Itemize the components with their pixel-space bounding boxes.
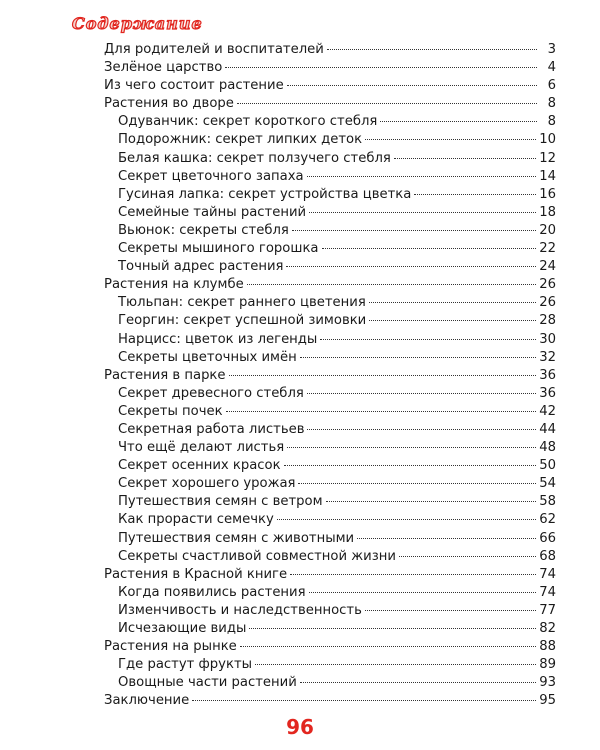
dot-leader [192, 700, 536, 701]
dot-leader [229, 375, 537, 376]
dot-leader [309, 212, 536, 213]
toc-entry-page: 32 [539, 349, 556, 365]
toc-subentry [104, 386, 556, 404]
toc-entry-title: Секреты счастливой совместной жизни [118, 548, 396, 564]
toc-entry-page: 14 [539, 168, 556, 184]
toc-entry-title: Гусиная лапка: секрет устройства цветка [118, 186, 412, 202]
toc-entry-title: Путешествия семян с ветром [118, 494, 323, 510]
toc-entry-page: 20 [539, 222, 556, 238]
toc-subentry [104, 313, 556, 331]
dot-leader [380, 121, 537, 122]
toc-subentry [104, 241, 556, 259]
toc-entry-page: 62 [539, 512, 556, 528]
dot-leader [369, 320, 536, 321]
toc-entry-title: Исчезающие виды [118, 621, 247, 636]
dot-leader [326, 501, 537, 502]
toc-subentry [104, 332, 556, 350]
toc-subentry [104, 350, 556, 368]
toc-entry-page: 8 [547, 114, 556, 130]
toc-entry-page: 66 [539, 530, 556, 546]
toc-entry-title: Семейные тайны растений [118, 204, 307, 220]
dot-leader [277, 519, 536, 520]
toc-subentry [104, 187, 556, 205]
toc-entry-page: 28 [539, 313, 556, 329]
toc-entry-title: Тюльпан: секрет раннего цветения [118, 295, 366, 311]
toc-entry-title: Секреты цветочных имён [118, 349, 297, 365]
toc-entry-page: 22 [539, 241, 556, 257]
toc-entry-title: Зелёное царство [104, 60, 223, 76]
toc-entry-title: Растения на клумбе [104, 277, 244, 293]
toc-entry-page: 93 [539, 675, 556, 691]
table-of-contents [104, 42, 556, 711]
dot-leader [307, 393, 536, 394]
toc-entry-title: Секрет хорошего урожая [118, 476, 296, 492]
toc-entry [104, 693, 556, 711]
dot-leader [287, 85, 537, 86]
toc-entry-title: Из чего состоит растение [104, 78, 284, 94]
dot-leader [292, 230, 536, 231]
toc-subentry [104, 476, 556, 494]
toc-subentry [104, 223, 556, 241]
dot-leader [290, 574, 536, 575]
toc-subentry [104, 422, 556, 440]
toc-subentry [104, 295, 556, 313]
toc-entry [104, 60, 556, 78]
dot-leader [249, 628, 536, 629]
toc-entry-title: Путешествия семян с животными [118, 530, 355, 546]
dot-leader [240, 646, 536, 647]
dot-leader [369, 302, 536, 303]
dot-leader [307, 176, 537, 177]
dot-leader [226, 411, 537, 412]
dot-leader [357, 538, 536, 539]
dot-leader [307, 429, 536, 430]
toc-entry [104, 78, 556, 96]
toc-entry-page: 74 [539, 584, 556, 600]
toc-entry-title: Белая кашка: секрет ползучего стебля [118, 150, 391, 166]
page-title: Содержание [72, 14, 203, 33]
dot-leader [287, 447, 536, 448]
toc-subentry [104, 404, 556, 422]
toc-entry-title: Растения в парке [104, 367, 226, 383]
toc-entry-page: 36 [539, 367, 556, 383]
toc-entry-page: 58 [539, 494, 556, 510]
dot-leader [320, 339, 536, 340]
toc-entry [104, 277, 556, 295]
dot-leader [399, 556, 536, 557]
toc-entry-title: Точный адрес растения [118, 259, 284, 275]
toc-entry-title: Вьюнок: секреты стебля [118, 222, 289, 238]
dot-leader [300, 682, 536, 683]
toc-subentry [104, 675, 556, 693]
toc-entry-title: Одуванчик: секрет короткого стебля [118, 114, 378, 130]
toc-entry-title: Растения в Красной книге [104, 566, 288, 582]
toc-entry-page: 77 [539, 602, 556, 618]
dot-leader [225, 67, 537, 68]
toc-entry-title: Секрет древесного стебля [118, 385, 304, 401]
toc-subentry [104, 549, 556, 567]
toc-entry-page: 30 [539, 331, 556, 347]
toc-entry-page: 26 [539, 277, 556, 293]
toc-subentry [104, 531, 556, 549]
toc-entry-page: 3 [547, 42, 556, 57]
dot-leader [327, 49, 537, 50]
dot-leader [322, 248, 537, 249]
dot-leader [309, 592, 537, 593]
toc-subentry [104, 205, 556, 223]
dot-leader [298, 483, 536, 484]
toc-entry-title: Нарцисс: цветок из легенды [118, 331, 318, 347]
toc-subentry [104, 585, 556, 603]
toc-entry-page: 12 [539, 150, 556, 166]
toc-entry-page: 89 [539, 657, 556, 673]
toc-subentry [104, 512, 556, 530]
toc-entry-page: 36 [539, 385, 556, 401]
toc-subentry [104, 114, 556, 132]
toc-entry-page: 16 [539, 186, 556, 202]
toc-subentry [104, 494, 556, 512]
dot-leader [255, 664, 536, 665]
toc-entry-title: Изменчивость и наследственность [118, 602, 362, 618]
toc-entry [104, 639, 556, 657]
toc-subentry [104, 151, 556, 169]
toc-subentry [104, 603, 556, 621]
dot-leader [237, 103, 537, 104]
toc-entry-page: 10 [539, 132, 556, 148]
toc-entry-title: Для родителей и воспитателей [104, 42, 324, 57]
toc-entry-page: 18 [539, 204, 556, 220]
dot-leader [365, 610, 536, 611]
toc-entry-page: 8 [547, 96, 556, 112]
toc-subentry [104, 458, 556, 476]
toc-entry-page: 82 [539, 621, 556, 636]
dot-leader [286, 266, 536, 267]
toc-entry [104, 567, 556, 585]
toc-entry-title: Секреты мышиного горошка [118, 241, 319, 257]
toc-entry-title: Когда появились растения [118, 584, 306, 600]
toc-entry-title: Заключение [104, 693, 190, 709]
toc-entry-title: Как прорасти семечку [118, 512, 274, 528]
toc-entry [104, 96, 556, 114]
dot-leader [414, 194, 536, 195]
toc-subentry [104, 440, 556, 458]
toc-entry-title: Секрет цветочного запаха [118, 168, 304, 184]
toc-subentry [104, 621, 556, 639]
toc-entry-page: 88 [539, 639, 556, 655]
toc-entry-title: Где растут фрукты [118, 657, 253, 673]
toc-entry-title: Овощные части растений [118, 675, 297, 691]
toc-entry-title: Растения во дворе [104, 96, 234, 112]
toc-entry-page: 24 [539, 259, 556, 275]
toc-entry [104, 42, 556, 60]
toc-entry-title: Подорожник: секрет липких деток [118, 132, 363, 148]
toc-entry-title: Секрет осенних красок [118, 458, 281, 474]
toc-entry-page: 74 [539, 566, 556, 582]
dot-leader [300, 357, 536, 358]
toc-subentry [104, 169, 556, 187]
toc-entry-title: Георгин: секрет успешной зимовки [118, 313, 367, 329]
toc-entry-page: 4 [547, 60, 556, 76]
toc-entry-page: 26 [539, 295, 556, 311]
toc-entry-page: 50 [539, 458, 556, 474]
toc-entry-page: 68 [539, 548, 556, 564]
dot-leader [394, 158, 536, 159]
toc-subentry [104, 259, 556, 277]
toc-entry-page: 42 [539, 403, 556, 419]
toc-entry-title: Секреты почек [118, 403, 223, 419]
toc-entry [104, 368, 556, 386]
toc-entry-page: 48 [539, 440, 556, 456]
toc-entry-page: 54 [539, 476, 556, 492]
dot-leader [247, 284, 537, 285]
toc-entry-title: Секретная работа листьев [118, 421, 305, 437]
toc-entry-page: 44 [539, 421, 556, 437]
page-number: 96 [286, 715, 314, 739]
toc-entry-page: 6 [547, 78, 556, 94]
toc-entry-title: Что ещё делают листья [118, 440, 285, 456]
dot-leader [284, 465, 537, 466]
toc-subentry [104, 132, 556, 150]
toc-entry-title: Растения на рынке [104, 639, 237, 655]
toc-entry-page: 95 [539, 693, 556, 709]
dot-leader [365, 139, 536, 140]
toc-subentry [104, 657, 556, 675]
